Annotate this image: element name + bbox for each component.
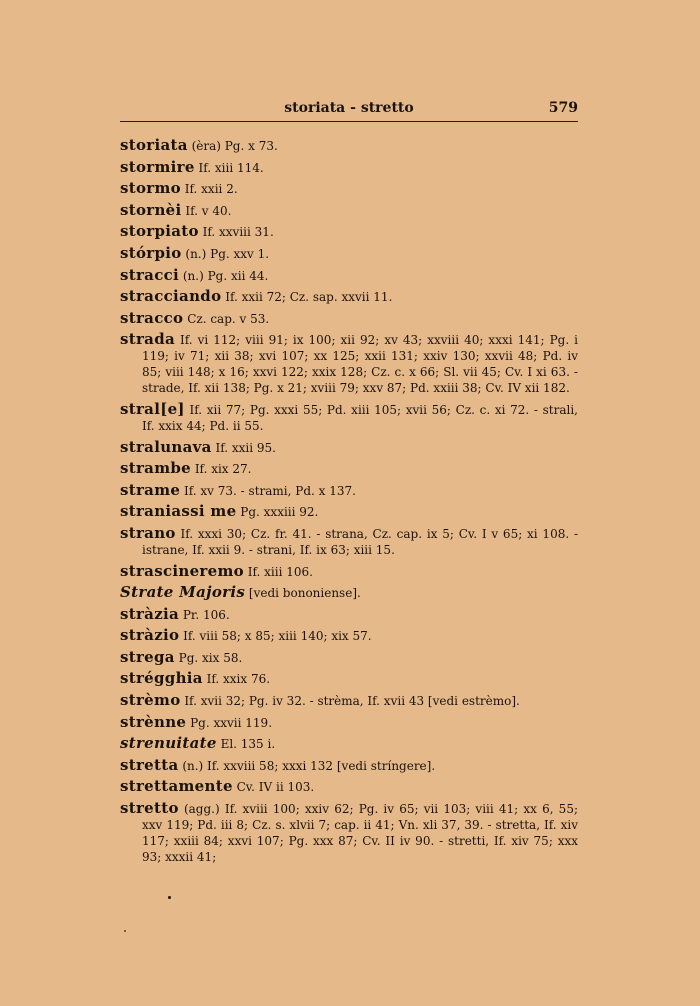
entry-straniassi-me (120, 503, 578, 520)
entry-strega (120, 649, 578, 666)
headword: strenuitate (120, 734, 217, 753)
entry-strettamente (120, 778, 578, 795)
entry-refs: (n.) Pg. xii 44. (179, 268, 269, 283)
entry-strazia (120, 606, 578, 623)
entry-refs: If. xxii 72; Cz. sap. xxvii 11. (221, 290, 393, 305)
entry-strale (120, 401, 578, 434)
entry-refs: If. xxix 76. (202, 672, 271, 687)
entry-stracciando (120, 288, 578, 305)
headword: storpiato (120, 222, 199, 241)
headword: stracco (120, 308, 184, 327)
entry-storpiato (120, 223, 578, 240)
entry-refs: If. v 40. (181, 203, 232, 218)
entry-refs: If. xix 27. (191, 462, 252, 477)
entry-strame (120, 482, 578, 499)
headword: stormo (120, 179, 181, 198)
entry-stralunava (120, 439, 578, 456)
entry-refs: (agg.) If. xviii 100; xxiv 62; Pg. iv 65; vii 103; viii 41; xx 6, 55; xxv 119; Pd. iii 8; Cz. s. xlvii 7; cap. ii 41; Vn. xli 37, 39. - stretta, If. xiv 117; xxiii 84; xxvi 107; Pg. xxx 87; Cv. II iv 90. - stretti, If. xiv 75; xxx 93; xxxii 41; (142, 802, 578, 865)
entry-refs: (n.) Pg. xxv 1. (181, 246, 270, 261)
headword: strènne (120, 712, 187, 731)
entry-stormo (120, 180, 578, 197)
headword: stràzia (120, 604, 180, 623)
entry-stregghia (120, 670, 578, 687)
entry-stornei (120, 202, 578, 219)
entry-refs: If. xvii 32; Pg. iv 32. - strèma, If. xvii 43 [vedi estrèmo]. (180, 694, 520, 709)
entry-refs: If. xxviii 31. (198, 225, 274, 240)
entry-strada (120, 331, 578, 396)
headword: strada (120, 330, 176, 349)
entry-refs: If. xxii 95. (211, 440, 276, 455)
headword: stracci (120, 265, 180, 284)
entry-refs: [vedi bononiense]. (245, 586, 361, 601)
headword: strame (120, 480, 181, 499)
entry-strenuitate (120, 735, 578, 752)
entry-refs: If. xxii 2. (180, 182, 238, 197)
entry-stretta (120, 757, 578, 774)
entry-refs: Cv. IV ii 103. (232, 780, 315, 795)
entry-refs: (n.) If. xxviii 58; xxxi 132 [vedi stríngere]. (178, 758, 436, 773)
running-title: storiata - stretto (284, 100, 414, 116)
headword: strégghia (120, 669, 203, 688)
headword: stórpio (120, 243, 182, 262)
entry-refs: If. xv 73. - strami, Pd. x 137. (180, 483, 356, 498)
entry-strano (120, 525, 578, 558)
entry-refs: If. xii 77; Pg. xxxi 55; Pd. xiii 105; xvii 56; Cz. c. xi 72. - strali, If. xxix 44; Pd. ii 55. (142, 402, 578, 433)
headword: strano (120, 523, 176, 542)
entry-refs: Pg. xix 58. (174, 650, 243, 665)
headword: strettamente (120, 777, 233, 796)
entry-strenne (120, 714, 578, 731)
headword: stracciando (120, 287, 222, 306)
headword: strascineremo (120, 561, 244, 580)
page-number: 579 (548, 100, 578, 116)
headword: straniassi me (120, 502, 237, 521)
entry-storpio (120, 245, 578, 262)
ink-speck (124, 930, 126, 932)
headword: stralunava (120, 437, 212, 456)
entry-stretto (120, 800, 578, 865)
headword: stormire (120, 157, 195, 176)
entry-refs: Pg. xxxiii 92. (236, 505, 319, 520)
headword: storiata (120, 136, 188, 154)
entry-refs: Pr. 106. (179, 607, 230, 622)
entry-storiata (120, 137, 578, 154)
ink-speck (168, 896, 171, 899)
entry-stremo (120, 692, 578, 709)
headword: stretta (120, 755, 179, 774)
headword: Strate Majoris (120, 583, 246, 602)
entry-refs: Cz. cap. v 53. (183, 311, 270, 326)
header-rule (120, 121, 578, 122)
entry-stracco (120, 310, 578, 327)
entry-stracci (120, 267, 578, 284)
entry-refs: Pg. xxvii 119. (186, 715, 273, 730)
running-header (120, 96, 578, 122)
entry-refs: If. xiii 114. (194, 160, 264, 175)
entry-strambe (120, 460, 578, 477)
entry-refs: If. xxxi 30; Cz. fr. 41. - strana, Cz. cap. ix 5; Cv. I v 65; xi 108. - istrane, If. xxii 9. - strani, If. ix 63; xiii 15. (142, 526, 578, 557)
entry-strazio (120, 627, 578, 644)
headword: stral[e] (120, 399, 185, 418)
entry-stormire (120, 159, 578, 176)
entry-refs: (èra) Pg. x 73. (187, 139, 278, 153)
headword: stràzio (120, 626, 180, 645)
headword: strèmo (120, 691, 181, 710)
entry-strascineremo (120, 563, 578, 580)
headword: stornèi (120, 200, 182, 219)
entry-refs: If. viii 58; x 85; xiii 140; xix 57. (179, 629, 372, 644)
entry-refs: El. 135 i. (216, 737, 276, 752)
dictionary-entries (120, 137, 578, 870)
headword: strambe (120, 459, 191, 478)
entry-refs: If. xiii 106. (243, 564, 313, 579)
entry-strate-majoris (120, 584, 578, 601)
entry-refs: If. vi 112; viii 91; ix 100; xii 92; xv 43; xxviii 40; xxxi 141; Pg. i 119; iv 71; xii 38; xvi 107; xx 125; xxii 131; xxiv 130; xxvii 48; Pd. iv 85; viii 148; x 16; xxvi 122; xxix 128; Cz. c. x 66; Sl. vii 45; Cv. I xi 63. - strade, If. xii 138; Pg. x 21; xviii 79; xxv 87; Pd. xxiii 38; Cv. IV xii 182. (142, 333, 578, 396)
headword: strega (120, 647, 175, 666)
headword: stretto (120, 799, 179, 818)
